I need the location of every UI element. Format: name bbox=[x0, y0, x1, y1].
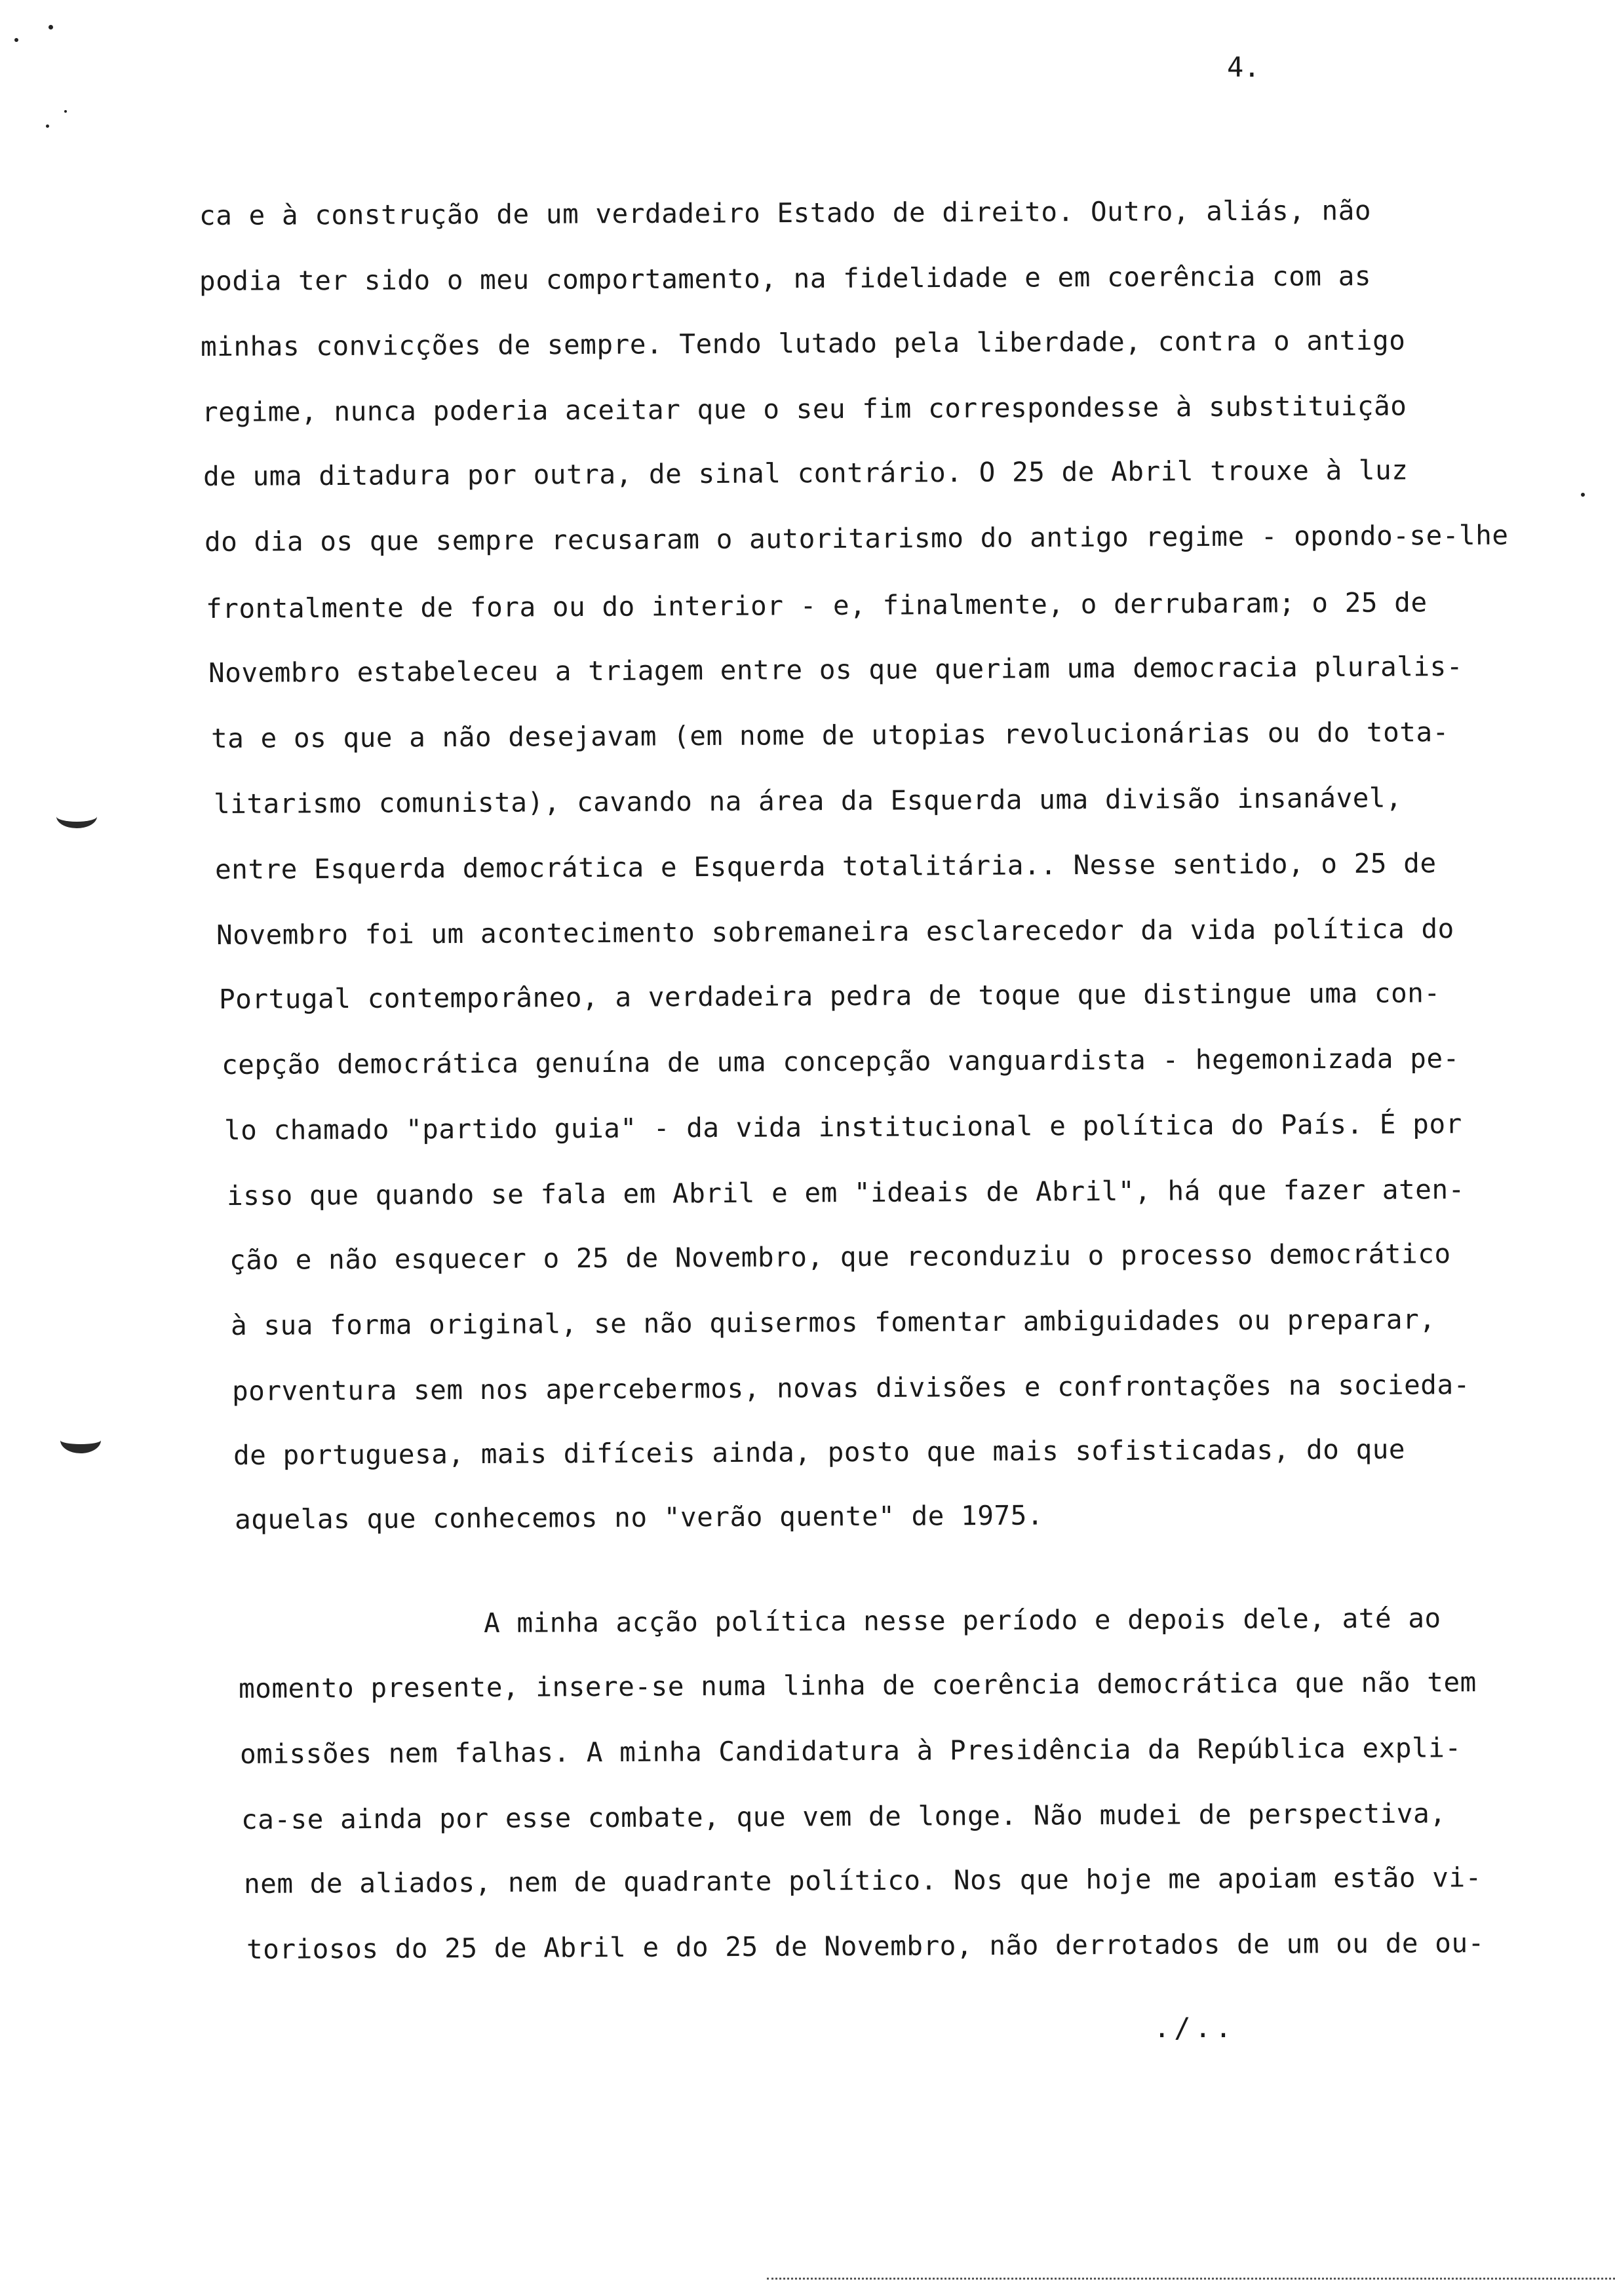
punch-hole-mark bbox=[56, 805, 97, 828]
text-line: ca e à construção de um verdadeiro Estado de direito. Outro, aliás, não bbox=[199, 195, 1372, 231]
text-line: toriosos do 25 de Abril e do 25 de Novembro, não derrotados de um ou de ou- bbox=[246, 1927, 1485, 1965]
text-line: ta e os que a não desejavam (em nome de utopias revolucionárias ou do tota- bbox=[210, 716, 1449, 754]
text-line: ção e não esquecer o 25 de Novembro, que reconduziu o processo democrático bbox=[229, 1238, 1451, 1276]
text-line: cepção democrática genuína de uma concepção vanguardista - hegemonizada pe- bbox=[221, 1043, 1460, 1081]
text-line: A minha acção política nesse período e depois dele, até ao bbox=[483, 1602, 1441, 1639]
text-line: frontalmente de fora ou do interior - e, finalmente, o derrubaram; o 25 de bbox=[205, 586, 1428, 624]
text-line: momento presente, insere-se numa linha de coerência democrática que não tem bbox=[238, 1666, 1477, 1704]
text-line: aquelas que conhecemos no "verão quente" de 1975. bbox=[234, 1499, 1044, 1535]
text-line: do dia os que sempre recusaram o autoritarismo do antigo regime - opondo-se-lhe bbox=[204, 519, 1509, 558]
scan-speck bbox=[46, 124, 49, 128]
text-line: Novembro foi um acontecimento sobremaneira esclarecedor da vida política do bbox=[216, 913, 1454, 951]
scan-speck bbox=[64, 110, 67, 113]
footer-rule bbox=[767, 2278, 1615, 2280]
text-line: Novembro estabeleceu a triagem entre os que queriam uma democracia pluralis- bbox=[208, 650, 1464, 689]
scan-speck bbox=[1581, 493, 1585, 497]
text-line: omissões nem falhas. A minha Candidatura à Presidência da República expli- bbox=[239, 1732, 1462, 1770]
continuation-mark: ./.. bbox=[1154, 2012, 1236, 2044]
text-line: regime, nunca poderia aceitar que o seu fim correspondesse à substituição bbox=[201, 390, 1407, 428]
scan-speck bbox=[14, 38, 18, 42]
text-line: de portuguesa, mais difíceis ainda, posto que mais sofisticadas, do que bbox=[233, 1433, 1406, 1471]
text-line: lo chamado "partido guia" - da vida institucional e política do País. É por bbox=[224, 1108, 1462, 1146]
text-line: entre Esquerda democrática e Esquerda totalitária.. Nesse sentido, o 25 de bbox=[214, 847, 1437, 885]
text-line: de uma ditadura por outra, de sinal contrário. O 25 de Abril trouxe à luz bbox=[203, 454, 1409, 492]
text-line: minhas convicções de sempre. Tendo lutado pela liberdade, contra o antigo bbox=[200, 324, 1406, 362]
text-line: isso que quando se fala em Abril e em "ideais de Abril", há que fazer aten- bbox=[226, 1174, 1465, 1212]
punch-hole-mark bbox=[60, 1427, 101, 1453]
text-line: porventura sem nos apercebermos, novas divisões e confrontações na socieda- bbox=[231, 1369, 1470, 1407]
text-line: à sua forma original, se não quisermos fomentar ambiguidades ou preparar, bbox=[230, 1303, 1436, 1341]
text-line: litarismo comunista), cavando na área da Esquerda uma divisão insanável, bbox=[213, 782, 1403, 820]
page-number: 4. bbox=[1227, 51, 1260, 83]
scan-speck bbox=[49, 25, 53, 29]
text-line: podia ter sido o meu comportamento, na fidelidade e em coerência com as bbox=[199, 260, 1372, 297]
text-line: ca-se ainda por esse combate, que vem de longe. Não mudei de perspectiva, bbox=[241, 1797, 1447, 1835]
text-line: Portugal contemporâneo, a verdadeira pedra de toque que distingue uma con- bbox=[218, 977, 1441, 1015]
text-line: nem de aliados, nem de quadrante político. Nos que hoje me apoiam estão vi- bbox=[243, 1862, 1482, 1900]
